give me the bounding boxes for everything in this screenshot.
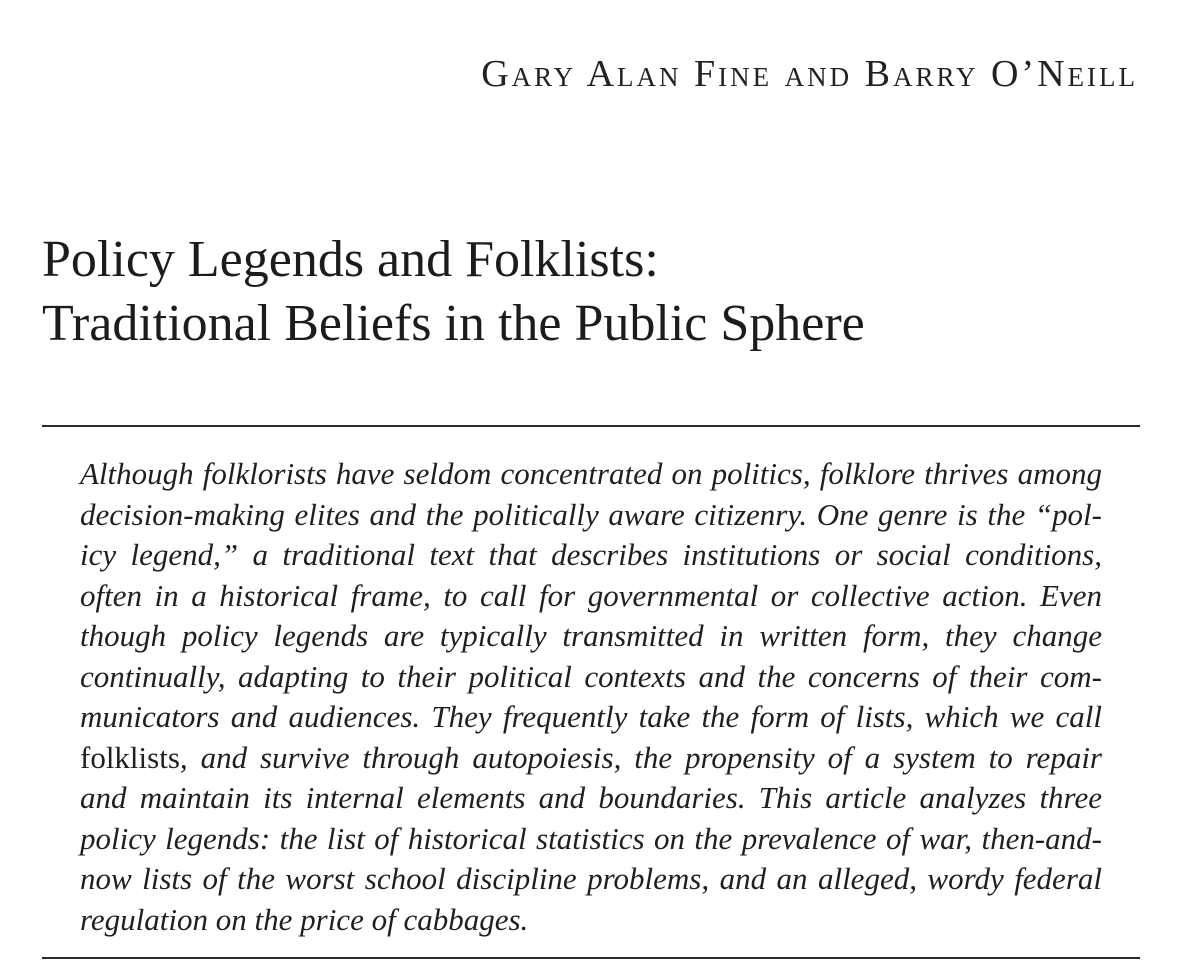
author-byline: Gary Alan Fine and Barry O’Neill bbox=[481, 53, 1138, 95]
abstract bbox=[80, 454, 1102, 940]
article-title bbox=[42, 228, 865, 356]
abstract-line: icy legend,” a traditional text that describes institutions or social conditions, bbox=[80, 537, 1102, 572]
abstract-line: though policy legends are typically transmitted in written form, they change bbox=[80, 618, 1102, 653]
abstract-line: municators and audiences. They frequently take the form of lists, which we call bbox=[80, 699, 1102, 734]
abstract-line: regulation on the price of cabbages. bbox=[80, 901, 529, 937]
folklists-term: folklists bbox=[80, 739, 180, 775]
abstract-line: often in a historical frame, to call for governmental or collective action. Even bbox=[80, 577, 1102, 613]
abstract-line: decision-making elites and the politically aware citizenry. One genre is the “pol- bbox=[80, 496, 1102, 532]
abstract-line bbox=[80, 738, 1102, 779]
abstract-line: Although folklorists have seldom concentrated on politics, folklore thrives among bbox=[80, 456, 1102, 491]
title-line: Policy Legends and Folklists: bbox=[42, 231, 659, 288]
abstract-line: and maintain its internal elements and boundaries. This article analyzes three bbox=[80, 780, 1102, 815]
abstract-line: policy legends: the list of historical statistics on the prevalence of war, then-and- bbox=[80, 820, 1102, 856]
title-line: Traditional Beliefs in the Public Sphere bbox=[42, 295, 865, 352]
abstract-line-rest: , and survive through autopoiesis, the propensity of a system to repair bbox=[179, 739, 1102, 775]
bottom-divider bbox=[42, 957, 1140, 959]
abstract-line: now lists of the worst school discipline problems, and an alleged, wordy federal bbox=[80, 861, 1102, 896]
top-divider bbox=[42, 425, 1140, 427]
abstract-line: continually, adapting to their political contexts and the concerns of their com- bbox=[80, 658, 1102, 694]
